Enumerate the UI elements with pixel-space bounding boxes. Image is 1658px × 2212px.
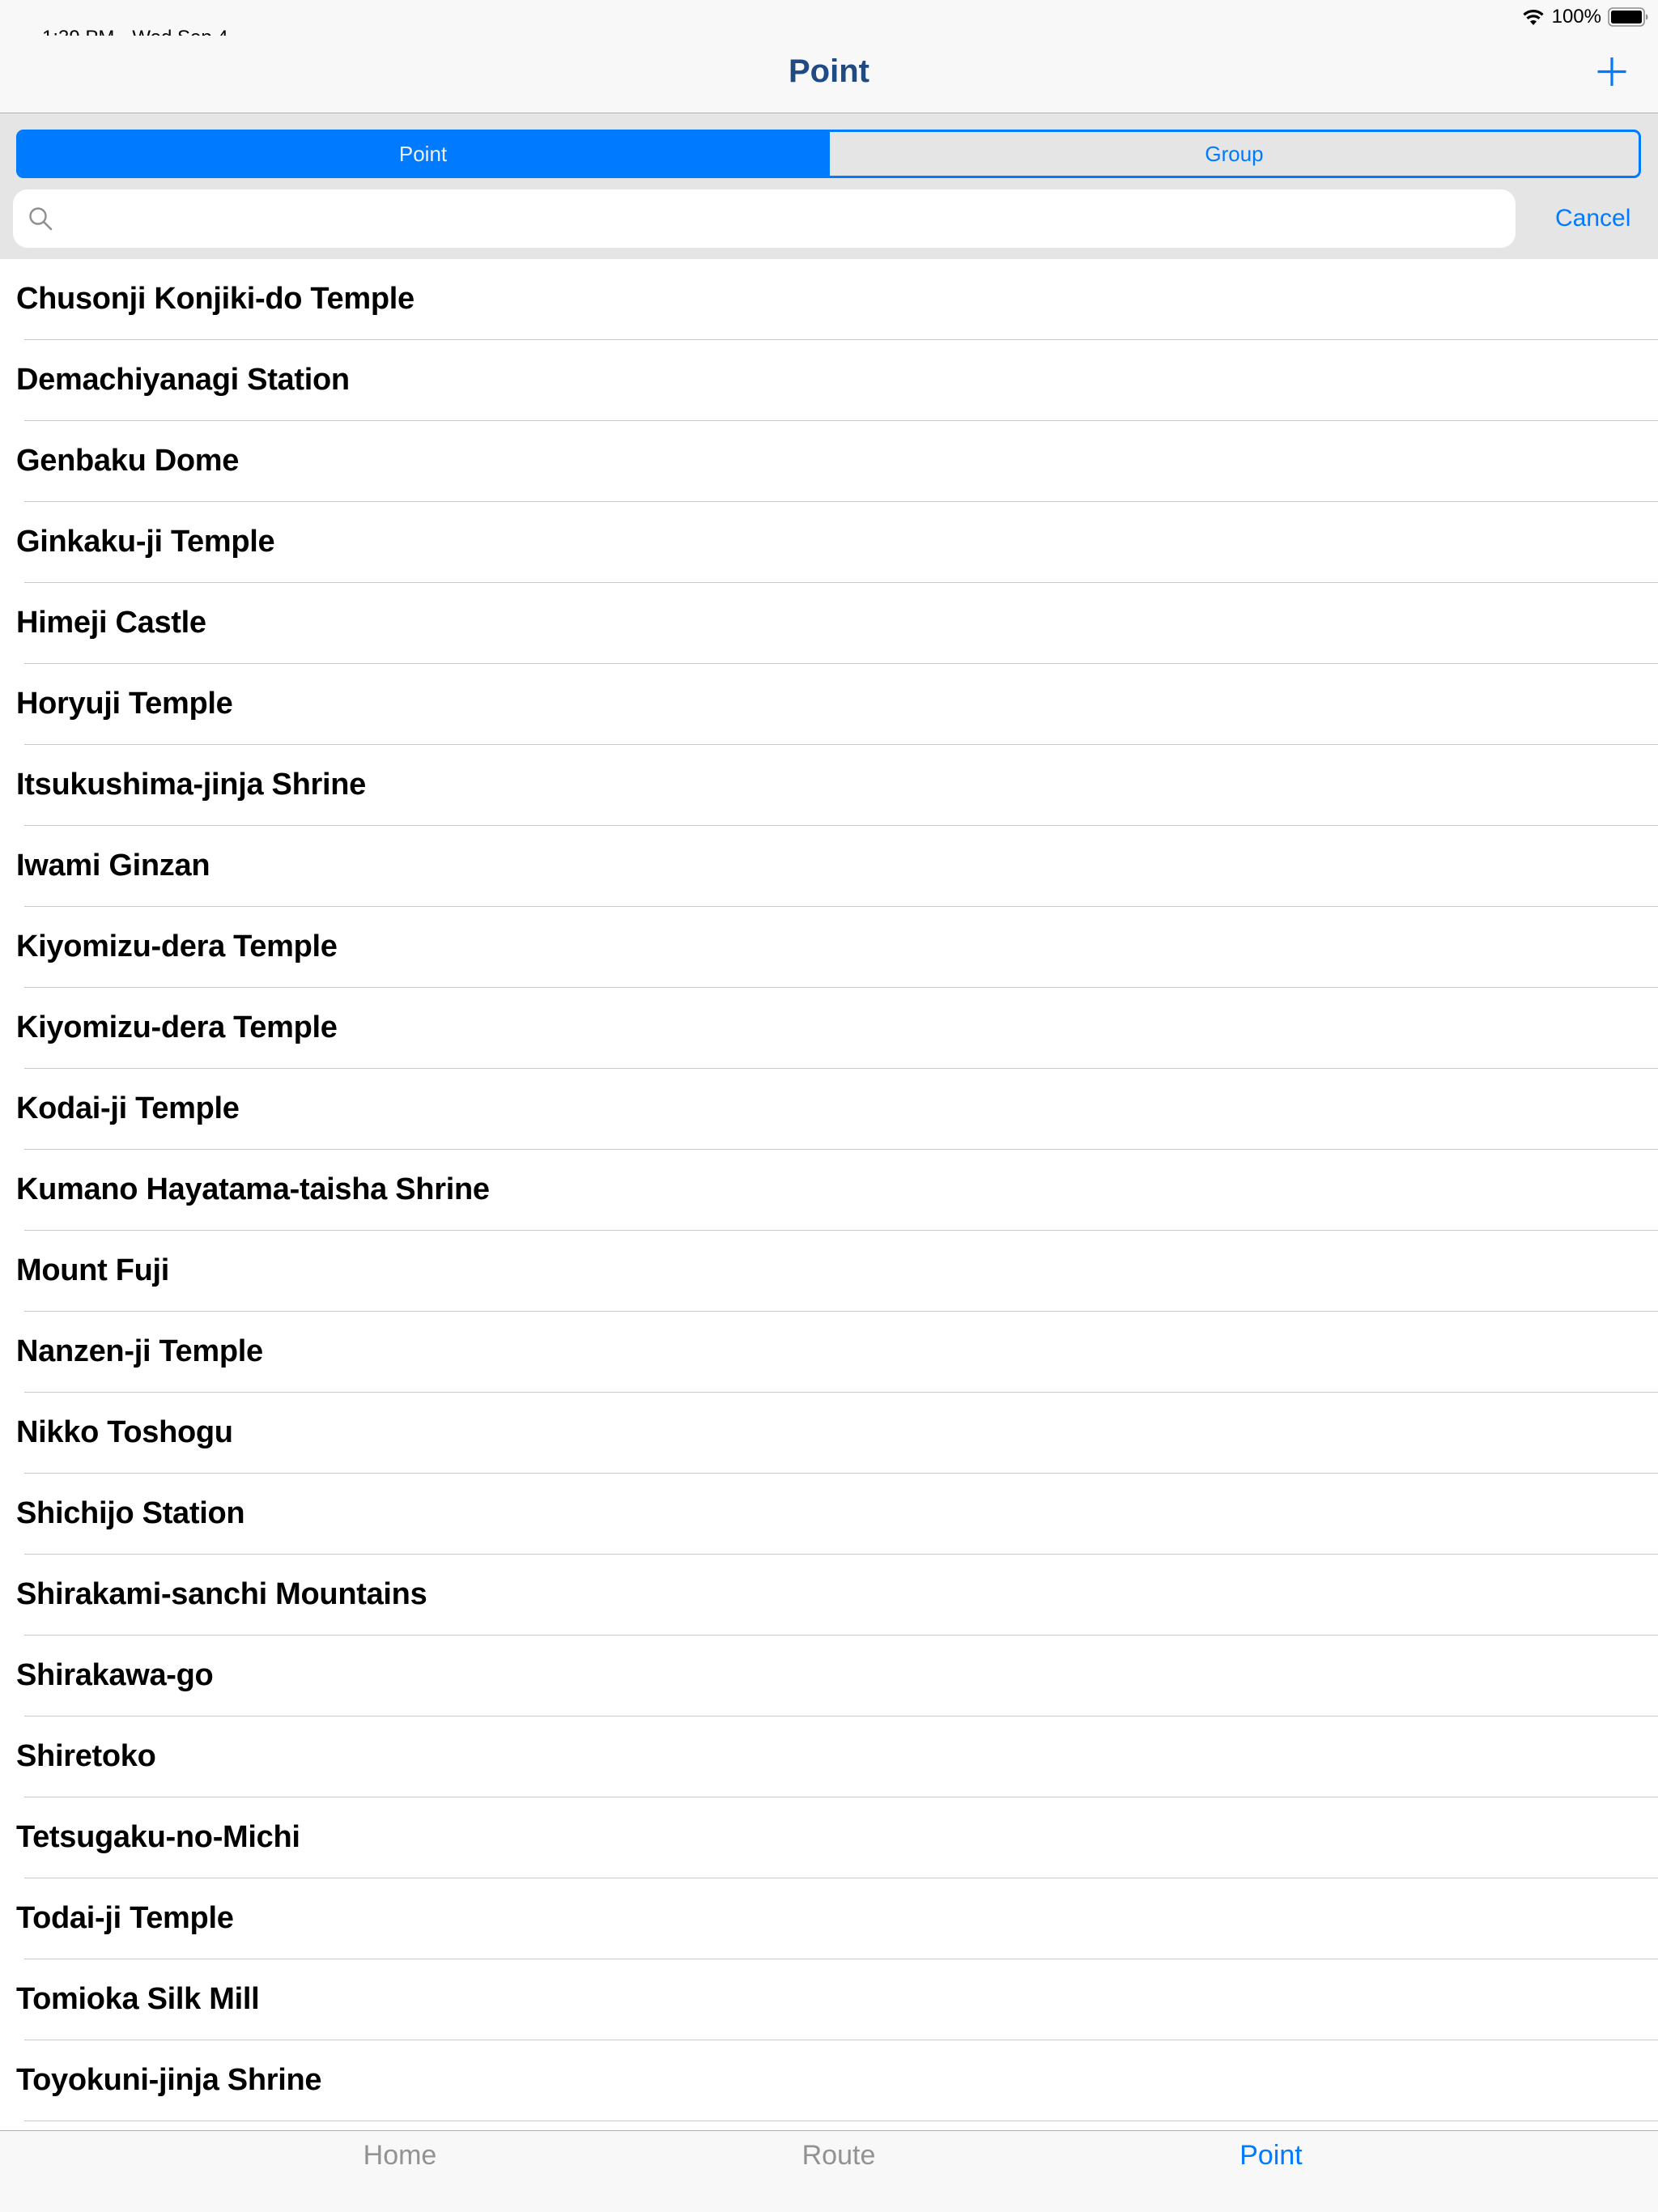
list-item[interactable] bbox=[0, 2040, 1658, 2121]
point-list[interactable] bbox=[0, 259, 1658, 2130]
list-item[interactable] bbox=[0, 826, 1658, 907]
segment-point-label: Point bbox=[398, 141, 448, 166]
list-item-label: Ginkaku-ji Temple bbox=[16, 525, 275, 559]
list-item[interactable] bbox=[0, 1312, 1658, 1393]
list-item-label: Shirakawa-go bbox=[16, 1658, 214, 1692]
search-input[interactable] bbox=[65, 189, 1501, 249]
list-item[interactable] bbox=[0, 421, 1658, 502]
segmented-control bbox=[16, 130, 1641, 178]
list-item-label: Genbaku Dome bbox=[16, 444, 240, 478]
list-item[interactable] bbox=[0, 664, 1658, 745]
list-item[interactable] bbox=[0, 583, 1658, 664]
tab-route[interactable]: Route bbox=[801, 2140, 876, 2171]
list-item-label: Kumano Hayatama-taisha Shrine bbox=[16, 1172, 490, 1206]
list-item[interactable] bbox=[0, 988, 1658, 1069]
list-item[interactable] bbox=[0, 907, 1658, 988]
list-item-label: Himeji Castle bbox=[16, 606, 206, 640]
battery-percent: 100% bbox=[1551, 6, 1601, 28]
tab-home[interactable]: Home bbox=[363, 2140, 437, 2171]
list-item[interactable] bbox=[0, 1474, 1658, 1555]
list-item[interactable] bbox=[0, 1393, 1658, 1474]
list-item-label: Shichijo Station bbox=[16, 1496, 245, 1530]
list-item-label: Todai-ji Temple bbox=[16, 1901, 234, 1935]
navigation-bar bbox=[0, 36, 1658, 113]
list-item-label: Kiyomizu-dera Temple bbox=[16, 1010, 338, 1044]
plus-icon bbox=[1592, 52, 1632, 92]
list-item-label: Chusonji Konjiki-do Temple bbox=[16, 282, 414, 316]
list-item[interactable] bbox=[0, 1878, 1658, 1959]
list-item-label: Shiretoko bbox=[16, 1739, 156, 1773]
segment-group[interactable] bbox=[827, 132, 1639, 176]
list-item[interactable] bbox=[0, 1150, 1658, 1231]
list-item-label: Tomioka Silk Mill bbox=[16, 1982, 260, 2016]
page-title: Point bbox=[789, 53, 869, 89]
list-item[interactable] bbox=[0, 502, 1658, 583]
list-item-label: Nikko Toshogu bbox=[16, 1415, 233, 1449]
list-item-label: Shirakami-sanchi Mountains bbox=[16, 1577, 427, 1611]
battery-full-icon bbox=[1608, 7, 1648, 27]
status-bar bbox=[0, 0, 1658, 36]
list-item[interactable] bbox=[0, 1069, 1658, 1150]
list-item-label: Nanzen-ji Temple bbox=[16, 1334, 263, 1368]
search-field[interactable] bbox=[13, 189, 1516, 248]
row-separator bbox=[24, 2121, 1658, 2122]
list-item-label: Iwami Ginzan bbox=[16, 849, 210, 883]
list-item-label: Demachiyanagi Station bbox=[16, 363, 350, 397]
list-item[interactable] bbox=[0, 745, 1658, 826]
list-item-label: Kiyomizu-dera Temple bbox=[16, 929, 338, 963]
tab-point[interactable]: Point bbox=[1239, 2140, 1303, 2171]
list-item-label: Kodai-ji Temple bbox=[16, 1091, 240, 1125]
cancel-button[interactable]: Cancel bbox=[1555, 205, 1631, 232]
list-item[interactable] bbox=[0, 1636, 1658, 1716]
segment-group-label: Group bbox=[1205, 141, 1264, 166]
search-header bbox=[0, 113, 1658, 259]
list-item[interactable] bbox=[0, 1797, 1658, 1878]
segment-point[interactable] bbox=[19, 132, 827, 176]
list-item-label: Tetsugaku-no-Michi bbox=[16, 1820, 300, 1854]
add-point-button[interactable] bbox=[1592, 52, 1632, 92]
list-item-label: Mount Fuji bbox=[16, 1253, 170, 1287]
list-item[interactable] bbox=[0, 1716, 1658, 1797]
tab-bar bbox=[0, 2130, 1658, 2212]
list-item[interactable] bbox=[0, 1959, 1658, 2040]
magnifying-glass-icon bbox=[26, 204, 55, 233]
list-item[interactable] bbox=[0, 1555, 1658, 1636]
list-item[interactable] bbox=[0, 259, 1658, 340]
status-right bbox=[1521, 5, 1648, 29]
list-item[interactable] bbox=[0, 1231, 1658, 1312]
list-item-label: Horyuji Temple bbox=[16, 687, 233, 721]
wifi-icon bbox=[1521, 8, 1545, 26]
list-item[interactable] bbox=[0, 340, 1658, 421]
list-item-label: Itsukushima-jinja Shrine bbox=[16, 768, 367, 802]
list-item-label: Toyokuni-jinja Shrine bbox=[16, 2063, 322, 2097]
